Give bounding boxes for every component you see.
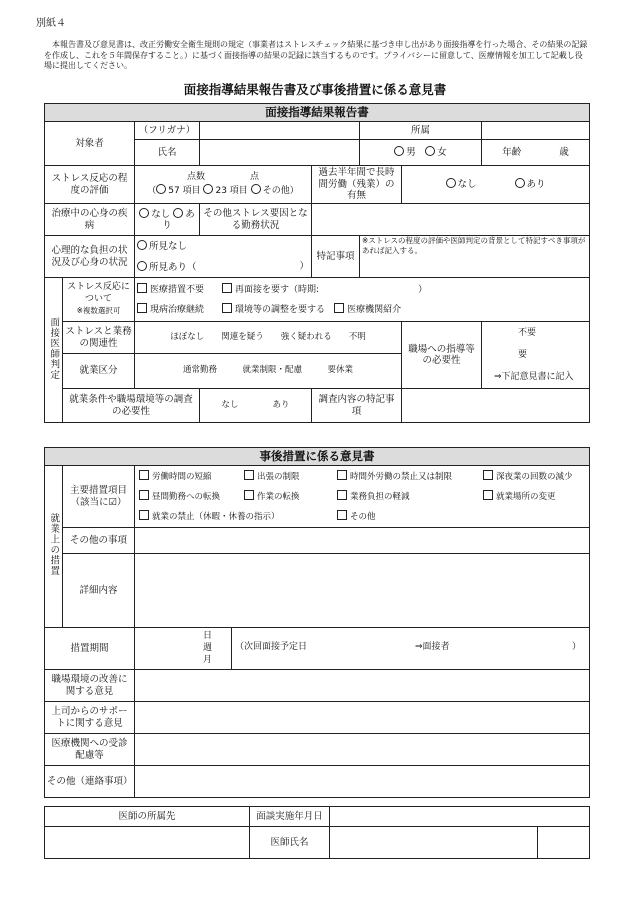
intro-text: 本報告書及び意見書は、改正労働安全衛生規則の規定（事業者はストレスチェック結果に基づき申し出があり面接指導を行った場合、その結果の記録を作成し、これを５年間保存すること。）に基づく面接指導の結果の記録に該当するものです。プライバシーに留意して、医療情報を加工して記載し役場に提出してください。 bbox=[44, 40, 588, 70]
stress-eval-label: ストレス反応の程度の評価 bbox=[45, 166, 135, 204]
details-label: 詳細内容 bbox=[63, 554, 135, 628]
seal-field[interactable] bbox=[538, 827, 590, 859]
next-interview-label: （次回面接予定日 bbox=[235, 642, 308, 652]
work-relation-label: ストレスと業務の関連性 bbox=[63, 322, 135, 354]
period-close: ） bbox=[571, 642, 581, 652]
doctor-name-label: 医師氏名 bbox=[250, 827, 330, 859]
score-word: 点数 bbox=[186, 172, 205, 182]
interview-date-field[interactable] bbox=[330, 807, 590, 827]
score-unit: 点 bbox=[250, 172, 260, 182]
opinion-table bbox=[44, 447, 590, 798]
survey-special-label: 調査内容の特記事項 bbox=[312, 389, 402, 423]
report-table: 面接指導結果報告書 対象者 （フリガナ） 所属 氏名 男 女 年齢 歳 ストレス反応の程度の評価 点数 点 （ 57 項目 23 項目 その他） 過去半年間で長時間労働（残業）の有無 なし あり 治療中の心身の疾病 なし あり その他ストレス要因となる勤務状況 心理的な負担の状況及び心身の状況 所見なし 所見あり（ ） 特記事項 ※ストレスの程度の評価や医師判定の背景として特記すべき事項があれば記入する。 面接医師判定 ストレス反応について ※複数選択可 医療措置不要 再面接を要す（時期: ） 現病治療継続 環境等の調整を要する 医療機関紹介 ストレスと業務の関連性 ほぼなし 関連を疑う 強く疑われる 不明 職場への指導等の必要性 不要 要 ⇒下記意見書に記入 就業区分 通常勤務 就業制限・配慮 要休業 就業条件や職場環境等の調査の必要性 なし あり 調査内容の特記事項 bbox=[44, 103, 590, 423]
doctor-name-field[interactable] bbox=[330, 827, 538, 859]
name-label: 氏名 bbox=[135, 140, 200, 166]
see-below-note: ⇒下記意見書に記入 bbox=[494, 372, 574, 382]
reinterview-label: 再面接を要す（時期: bbox=[235, 284, 320, 295]
male-radio[interactable] bbox=[394, 146, 404, 156]
item-3-checkbox[interactable] bbox=[483, 470, 493, 480]
rel-level-3[interactable]: 不明 bbox=[348, 331, 366, 342]
treating-yes-label: あり bbox=[162, 208, 195, 231]
doctor-judgement-label: 面接医師判定 bbox=[48, 316, 60, 380]
female-radio[interactable] bbox=[425, 146, 435, 156]
continue-treatment-checkbox[interactable] bbox=[137, 303, 147, 313]
item-7-checkbox[interactable] bbox=[483, 490, 493, 500]
work-measures-label: 就業上の措置 bbox=[48, 513, 60, 577]
work-level-2[interactable]: 要休業 bbox=[327, 365, 354, 376]
period-unit-day: 日 bbox=[203, 631, 213, 641]
other-contact-label: その他（連絡事項） bbox=[45, 766, 135, 798]
survey-yes[interactable]: あり bbox=[272, 399, 290, 410]
env-adjust-checkbox[interactable] bbox=[222, 303, 232, 313]
item-6-checkbox[interactable] bbox=[337, 490, 347, 500]
item-4-checkbox[interactable] bbox=[139, 490, 149, 500]
page-title: 面接指導結果報告書及び事後措置に係る意見書 bbox=[183, 82, 447, 97]
workplace-improve-field[interactable] bbox=[135, 670, 590, 702]
stress-reaction-label: ストレス反応について bbox=[67, 282, 130, 304]
treating-yes-radio[interactable] bbox=[173, 208, 183, 218]
continue-treatment-label: 現病治療継続 bbox=[150, 304, 205, 315]
age-unit: 歳 bbox=[559, 146, 569, 158]
no-measure-checkbox[interactable] bbox=[137, 283, 147, 293]
item-5-checkbox[interactable] bbox=[244, 490, 254, 500]
other-stress-field[interactable] bbox=[312, 204, 590, 236]
item-8-checkbox[interactable] bbox=[139, 510, 149, 520]
medical-visit-label: 医療機関への受診配慮等 bbox=[45, 734, 135, 766]
refer-label: 医療機関紹介 bbox=[347, 304, 402, 315]
item-2-label: 時間外労働の禁止又は制限 bbox=[350, 471, 453, 482]
work-level-1[interactable]: 就業制限・配慮 bbox=[242, 365, 302, 376]
rel-level-0[interactable]: ほぼなし bbox=[170, 331, 205, 342]
item-6-label: 業務負担の軽減 bbox=[350, 491, 410, 502]
affiliation-field[interactable] bbox=[482, 122, 590, 140]
period-unit-week: 週 bbox=[203, 643, 213, 653]
opt-other-radio[interactable] bbox=[251, 184, 261, 194]
env-adjust-label: 環境等の調整を要する bbox=[235, 304, 326, 315]
boss-support-label: 上司からのサポートに関する意見 bbox=[45, 702, 135, 734]
doctor-affil-label: 医師の所属先 bbox=[45, 807, 250, 827]
survey-none[interactable]: なし bbox=[221, 399, 239, 410]
overtime-none-label: なし bbox=[457, 179, 477, 191]
opt23-label: 23 項目 bbox=[215, 185, 248, 196]
no-findings-label: 所見なし bbox=[149, 241, 188, 252]
main-items-label: 主要措置項目（該当に☑） bbox=[63, 466, 135, 528]
report-header: 面接指導結果報告書 bbox=[45, 104, 590, 122]
subject-label: 対象者 bbox=[45, 122, 135, 166]
psych-burden-label: 心理的な負担の状況及び心身の状況 bbox=[45, 236, 135, 278]
multi-ok-note: ※複数選択可 bbox=[76, 306, 121, 316]
special-label: 特記事項 bbox=[312, 236, 360, 278]
interviewer-label: ⇒面接者 bbox=[415, 642, 450, 652]
interview-date-label: 面談実施年月日 bbox=[250, 807, 330, 827]
item-8-label: 就業の禁止（休暇・休養の指示） bbox=[152, 511, 280, 522]
work-class-label: 就業区分 bbox=[63, 354, 135, 389]
opt57-label: 57 項目 bbox=[168, 185, 201, 196]
opt23-radio[interactable] bbox=[203, 184, 213, 194]
footer-table bbox=[44, 806, 590, 859]
opinion-header: 事後措置に係る意見書 bbox=[45, 448, 590, 466]
guidance-needed[interactable]: 要 bbox=[518, 350, 528, 360]
item-3-label: 深夜業の回数の減少 bbox=[496, 471, 573, 482]
other-contact-field[interactable] bbox=[135, 766, 590, 798]
details-field[interactable] bbox=[135, 554, 590, 628]
work-level-0[interactable]: 通常勤務 bbox=[182, 365, 217, 376]
refer-checkbox[interactable] bbox=[334, 303, 344, 313]
doc-label: 別紙４ bbox=[36, 18, 66, 29]
item-7-label: 就業場所の変更 bbox=[496, 491, 556, 502]
other-items-field[interactable] bbox=[135, 528, 590, 554]
age-label: 年齢 bbox=[502, 146, 522, 158]
male-label: 男 bbox=[406, 147, 416, 159]
overtime-yes-radio[interactable] bbox=[515, 178, 525, 188]
rel-level-2[interactable]: 強く疑われる bbox=[280, 331, 332, 342]
doctor-affil-field[interactable] bbox=[45, 827, 250, 859]
item-1-checkbox[interactable] bbox=[244, 470, 254, 480]
opt-other-label: その他 bbox=[262, 185, 290, 196]
overtime-yes-label: あり bbox=[526, 179, 546, 191]
no-findings-radio[interactable] bbox=[137, 240, 147, 250]
overtime-none-radio[interactable] bbox=[446, 178, 456, 188]
item-5-label: 作業の転換 bbox=[257, 491, 300, 502]
survey-special-field[interactable] bbox=[402, 389, 590, 423]
guidance-need-label: 職場への指導等の必要性 bbox=[402, 322, 482, 389]
item-0-checkbox[interactable] bbox=[139, 470, 149, 480]
item-9-checkbox[interactable] bbox=[337, 510, 347, 520]
overtime-label: 過去半年間で長時間労働（残業）の有無 bbox=[312, 166, 402, 204]
treating-label: 治療中の心身の疾病 bbox=[45, 204, 135, 236]
treating-none-label: なし bbox=[151, 208, 171, 220]
item-2-checkbox[interactable] bbox=[337, 470, 347, 480]
reinterview-close: ） bbox=[418, 284, 428, 295]
item-9-label: その他 bbox=[350, 511, 376, 522]
item-0-label: 労働時間の短縮 bbox=[152, 471, 212, 482]
item-4-label: 昼間勤務への転換 bbox=[152, 491, 221, 502]
other-items-label: その他の事項 bbox=[63, 528, 135, 554]
item-1-label: 出張の制限 bbox=[257, 471, 300, 482]
treating-none-radio[interactable] bbox=[139, 208, 149, 218]
findings-label: 所見あり（ bbox=[149, 261, 197, 273]
rel-level-1[interactable]: 関連を疑う bbox=[221, 331, 264, 342]
affiliation-label: 所属 bbox=[360, 122, 482, 140]
female-label: 女 bbox=[437, 147, 447, 159]
reinterview-checkbox[interactable] bbox=[222, 283, 232, 293]
name-field[interactable] bbox=[200, 140, 360, 166]
survey-need-label: 就業条件や職場環境等の調査の必要性 bbox=[63, 389, 200, 423]
furigana-field[interactable] bbox=[200, 122, 360, 140]
furigana-label: （フリガナ） bbox=[135, 122, 200, 140]
other-stress-label: その他ストレス要因となる勤務状況 bbox=[200, 204, 312, 236]
boss-support-field[interactable] bbox=[135, 702, 590, 734]
findings-radio[interactable] bbox=[137, 261, 147, 271]
medical-visit-field[interactable] bbox=[135, 734, 590, 766]
period-label: 措置期間 bbox=[45, 628, 135, 670]
workplace-improve-label: 職場環境の改善に関する意見 bbox=[45, 670, 135, 702]
findings-close: ） bbox=[299, 260, 309, 272]
period-unit-month: 月 bbox=[203, 655, 213, 665]
guidance-not-needed[interactable]: 不要 bbox=[518, 328, 537, 338]
no-measure-label: 医療措置不要 bbox=[150, 284, 205, 295]
opt57-radio[interactable] bbox=[156, 184, 166, 194]
special-note: ※ストレスの程度の評価や医師判定の背景として特記すべき事項があれば記入する。 bbox=[360, 236, 590, 278]
